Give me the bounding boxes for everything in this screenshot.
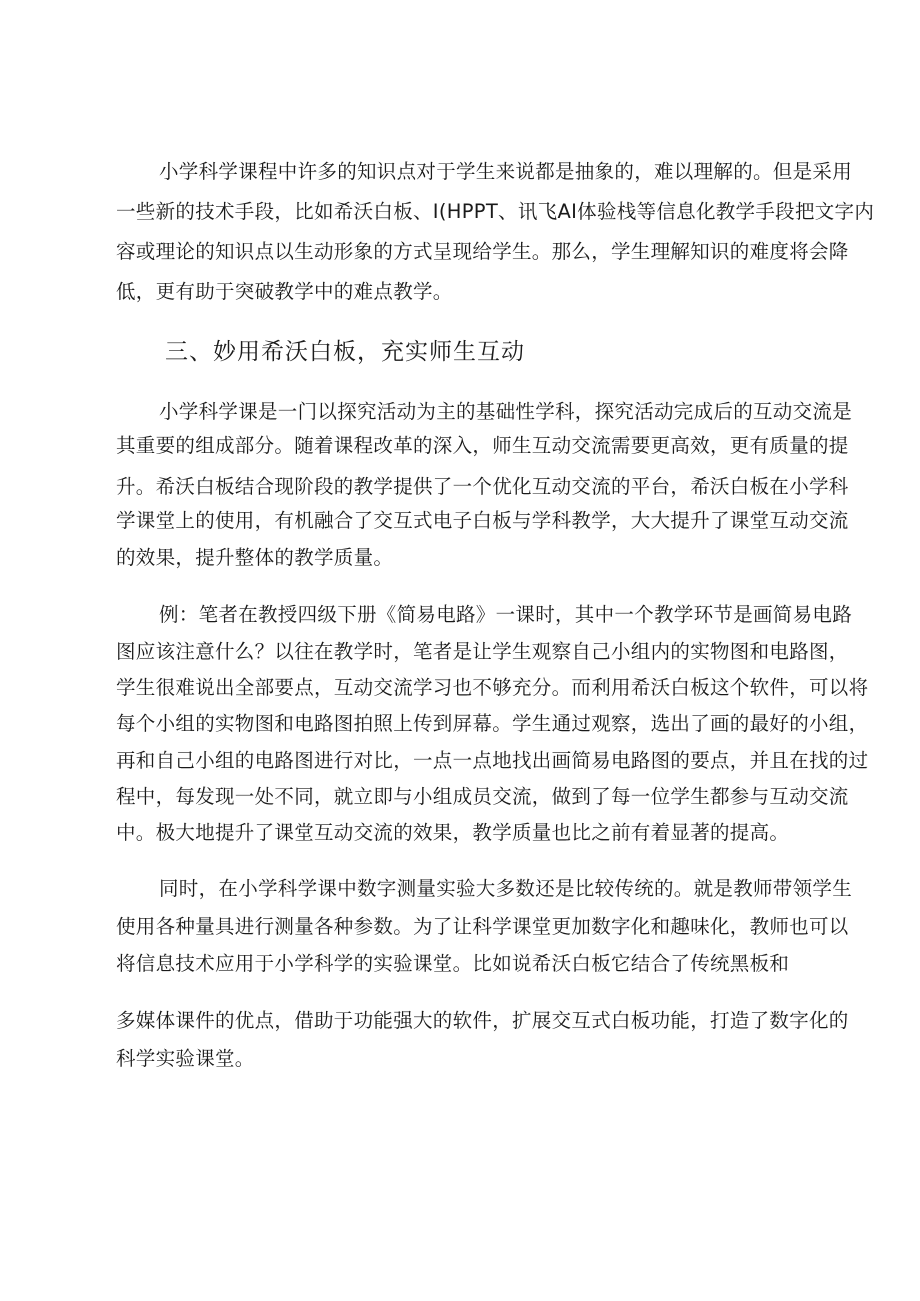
paragraph-1-line-1: 小学科学课程中许多的知识点对于学生来说都是抽象的，难以理解的。但是采用 <box>159 160 853 183</box>
paragraph-2-line-4: 学课堂上的使用，有机融合了交互式电子白板与学科教学，大大提升了课堂互动交流 <box>116 509 849 532</box>
paragraph-2-line-1: 小学科学课是一门以探究活动为主的基础性学科，探究活动完成后的互动交流是 <box>159 400 853 423</box>
paragraph-2-line-2: 其重要的组成部分。随着课程改革的深入，师生互动交流需要更高效，更有质量的提 <box>116 434 849 457</box>
paragraph-4-line-1: 同时，在小学科学课中数字测量实验大多数还是比较传统的。就是教师带领学生 <box>159 877 853 900</box>
paragraph-3-line-5: 再和自己小组的电路图进行对比，一点一点地找出画简易电路图的要点，并且在找的过 <box>116 749 869 772</box>
paragraph-2-line-3: 升。希沃白板结合现阶段的教学提供了一个优化互动交流的平台，希沃白板在小学科 <box>116 475 849 498</box>
paragraph-3-line-2: 图应该注意什么？以往在教学时，笔者是让学生观察自己小组内的实物图和电路图， <box>116 640 849 663</box>
paragraph-2-line-5: 的效果，提升整体的教学质量。 <box>116 546 394 569</box>
paragraph-3-line-3: 学生很难说出全部要点，互动交流学习也不够充分。而利用希沃白板这个软件，可以将 <box>116 676 869 699</box>
paragraph-1-line-3: 容或理论的知识点以生动形象的方式呈现给学生。那么，学生理解知识的难度将会降 <box>116 240 849 263</box>
paragraph-3-line-1: 例：笔者在教授四级下册《简易电路》一课时，其中一个教学环节是画简易电路 <box>159 603 853 626</box>
paragraph-4-line-2: 使用各种量具进行测量各种参数。为了让科学课堂更加数字化和趣味化，教师也可以 <box>116 915 849 938</box>
section-heading: 三、妙用希沃白板，充实师生互动 <box>165 339 525 365</box>
paragraph-1-line-4: 低，更有助于突破教学中的难点教学。 <box>116 280 453 303</box>
paragraph-5-line-2: 科学实验课堂。 <box>116 1047 255 1070</box>
paragraph-4-line-3: 将信息技术应用于小学科学的实验课堂。比如说希沃白板它结合了传统黑板和 <box>116 952 790 975</box>
paragraph-5-line-1: 多媒体课件的优点，借助于功能强大的软件，扩展交互式白板功能，打造了数字化的 <box>116 1009 849 1032</box>
paragraph-3-line-6: 程中，每发现一处不同，就立即与小组成员交流，做到了每一位学生都参与互动交流 <box>116 785 849 808</box>
paragraph-1-line-2: 一些新的技术手段，比如希沃白板、I(HPPT、讯飞AI体验栈等信息化教学手段把文字内 <box>116 200 875 223</box>
paragraph-3-line-7: 中。极大地提升了课堂互动交流的效果，教学质量也比之前有着显著的提高。 <box>116 821 790 844</box>
paragraph-3-line-4: 每个小组的实物图和电路图拍照上传到屏幕。学生通过观察，选出了画的最好的小组， <box>116 712 869 735</box>
